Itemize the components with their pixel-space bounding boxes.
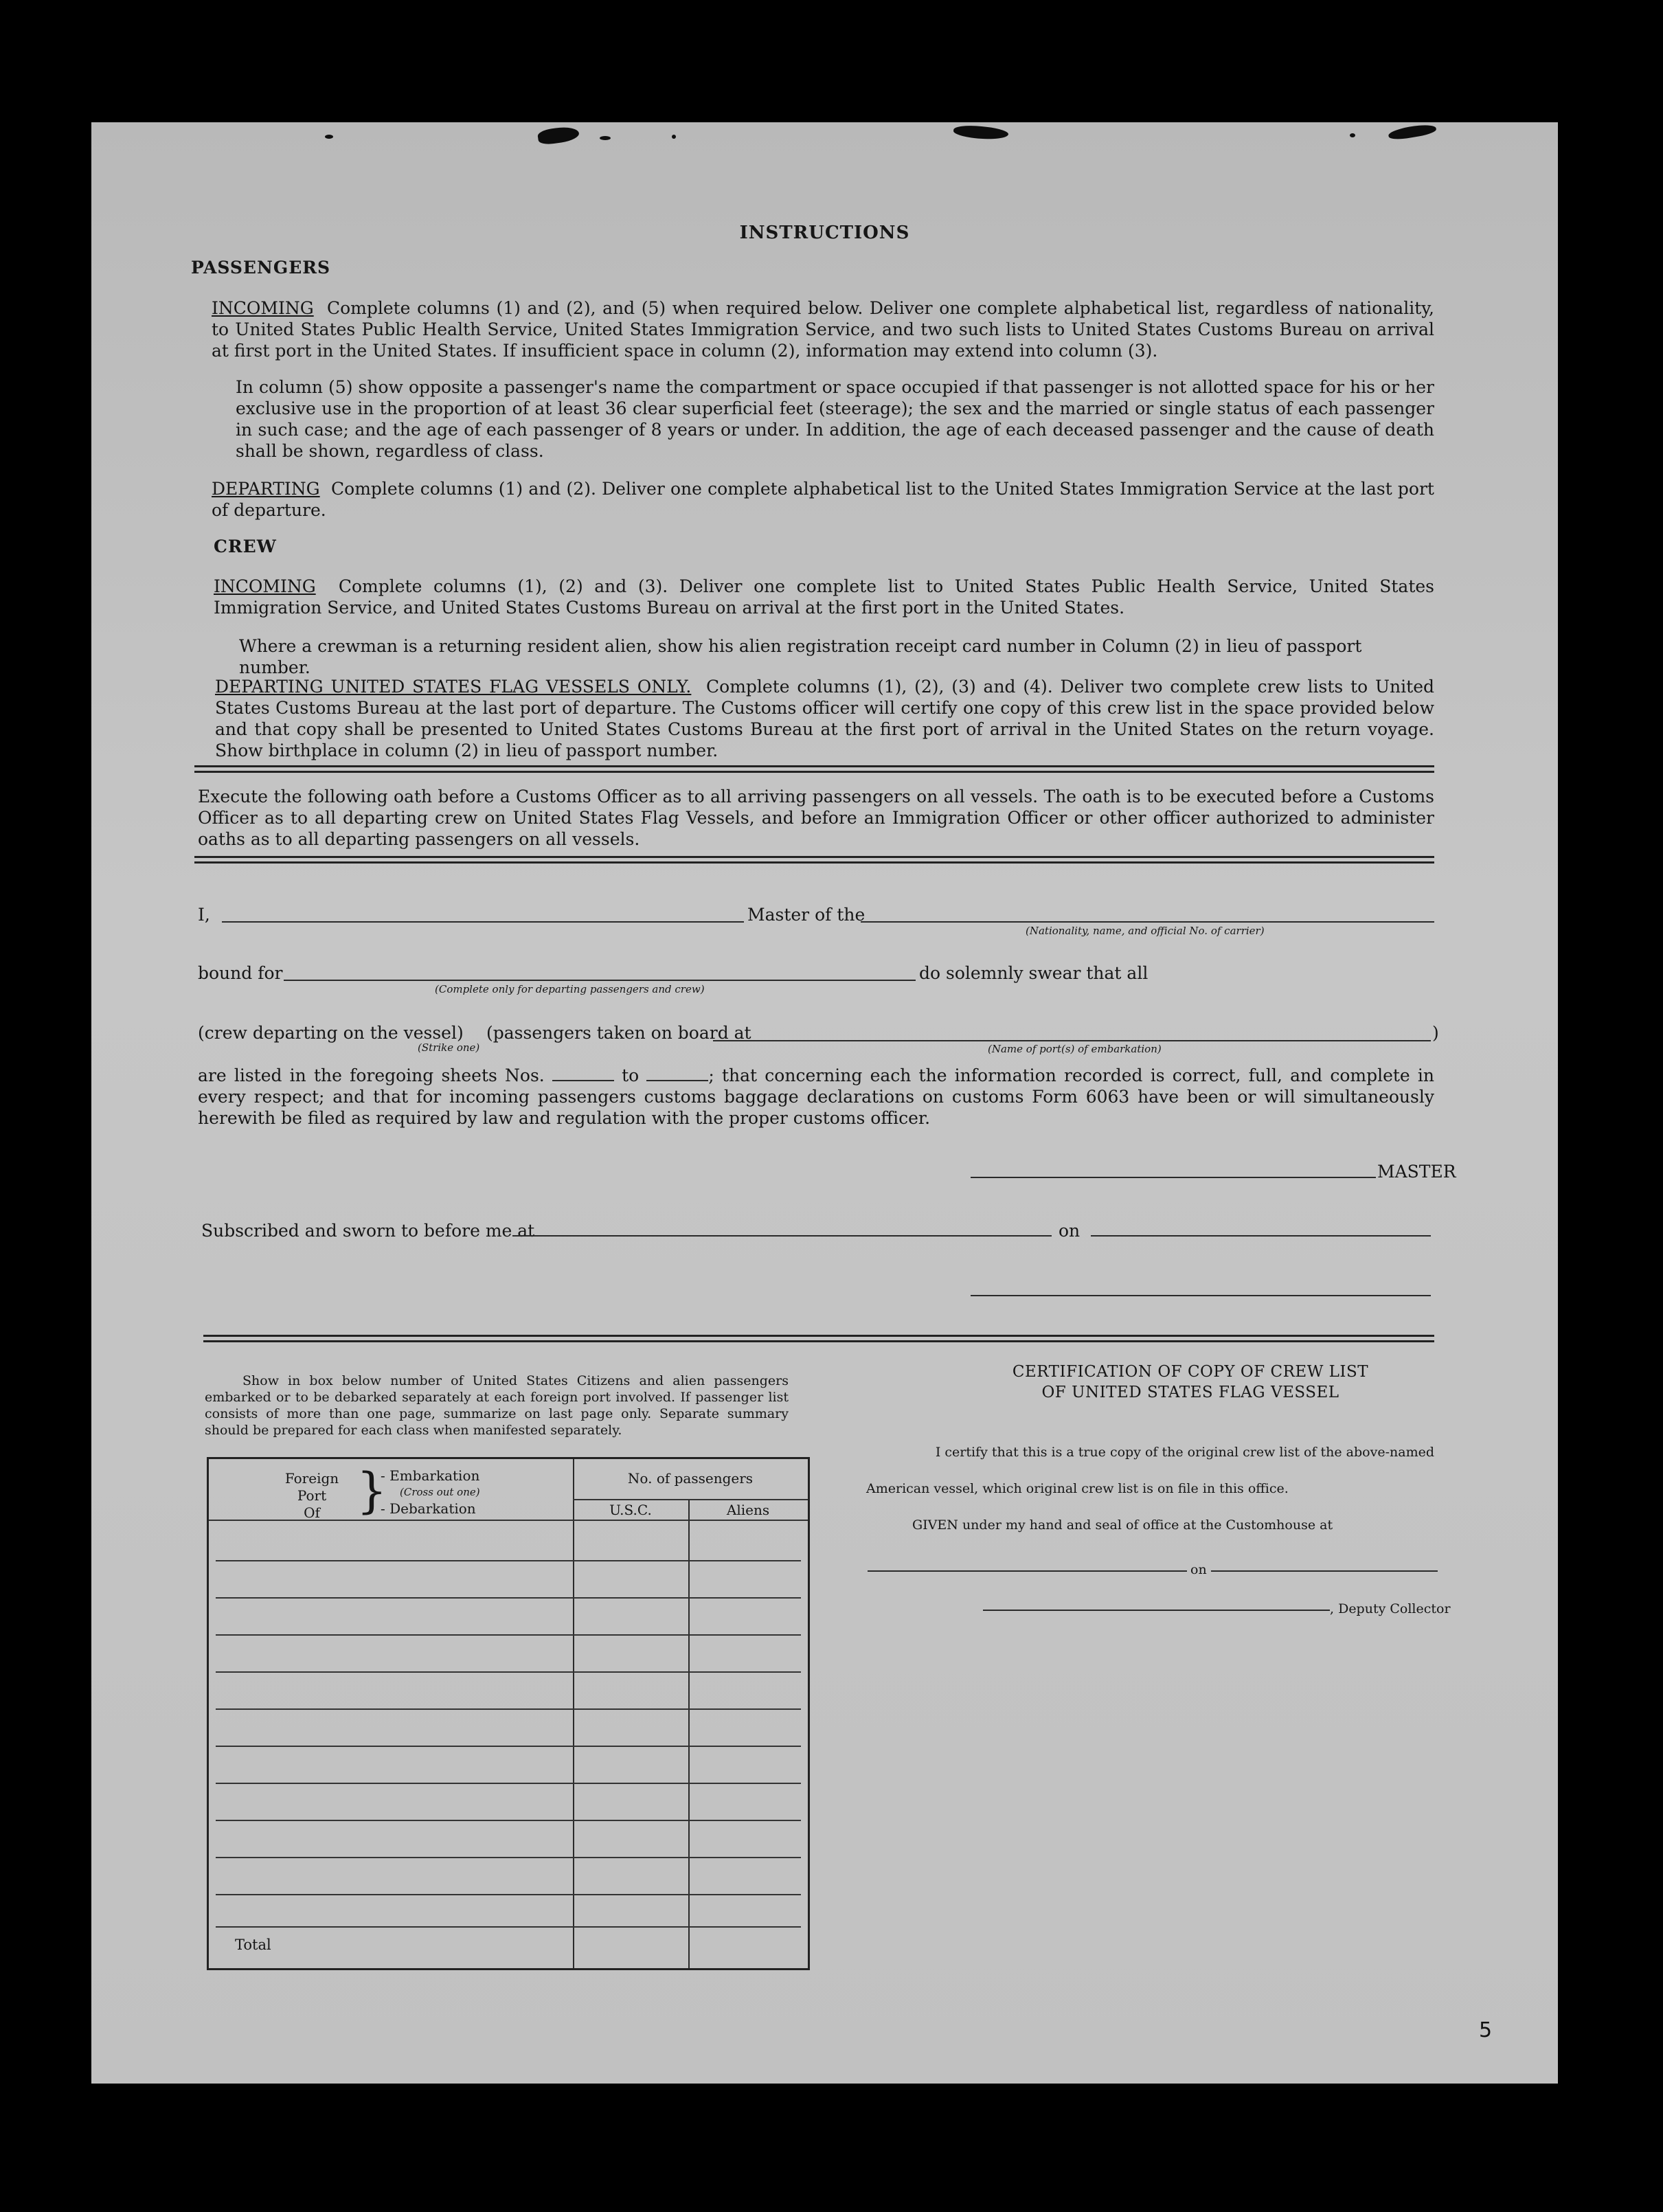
embarkation-label: - Embarkation <box>381 1467 480 1484</box>
scan-mark <box>1388 122 1437 142</box>
sheet-to-field[interactable] <box>646 1068 708 1081</box>
deputy-collector-label: , Deputy Collector <box>1330 1601 1451 1616</box>
cross-out-note: (Cross out one) <box>400 1486 480 1498</box>
crew-heading: CREW <box>214 537 277 556</box>
crew-incoming-label: INCOMING <box>214 576 316 596</box>
table-divider <box>573 1459 574 1968</box>
subscribed-label: Subscribed and sworn to before me at <box>201 1221 535 1241</box>
scan-mark <box>537 125 580 146</box>
oath-to: to <box>622 1065 640 1085</box>
oath-master-of-the: Master of the <box>747 905 866 925</box>
sworn-date-line[interactable] <box>1091 1235 1431 1237</box>
crew-flag-text: Complete columns (1), (2), (3) and (4). Deliver two complete crew lists to United States Customs Bureau at the last port of departure. The Customs officer will certify one copy of this crew list in the space provided below and that copy shall be presented to United States Customs Bureau at the first port of arrival in the United States on the return voyage. Show birthplace in column (2) in lieu of passport number. <box>215 677 1434 760</box>
certification-on: on <box>1190 1562 1207 1577</box>
scan-mark <box>672 135 676 139</box>
foreign-port-header <box>278 1470 346 1522</box>
officer-signature-line[interactable] <box>971 1295 1431 1296</box>
foreign-word: Foreign <box>284 1470 339 1487</box>
crew-incoming-paragraph <box>214 576 1434 618</box>
debarkation-label: - Debarkation <box>381 1500 476 1517</box>
section-divider <box>194 765 1434 773</box>
oath-listed-paragraph <box>198 1065 1434 1129</box>
certification-title-2: OF UNITED STATES FLAG VESSEL <box>1041 1384 1339 1401</box>
master-label: MASTER <box>1377 1162 1456 1182</box>
scan-mark <box>953 124 1008 142</box>
sworn-on: on <box>1059 1221 1081 1241</box>
passengers-column5-paragraph: In column (5) show opposite a passenger's name the compartment or space occupied if that passenger is not allotted space for his or her exclusive use in the proportion of at least 36 clear superficial feet (steerage); the sex and the married or single status of each passenger in such case; and the age of each passenger of 8 years or under. In addition, the age of each deceased passenger and the cause of death shall be shown, regardless of class. <box>236 377 1434 461</box>
close-paren: ) <box>1432 1023 1439 1043</box>
crew-flag-label: DEPARTING UNITED STATES FLAG VESSELS ONLY. <box>215 677 692 697</box>
table-divider <box>688 1499 690 1968</box>
document-page <box>91 122 1558 2084</box>
certification-title-1: CERTIFICATION OF COPY OF CREW LIST <box>1012 1363 1369 1381</box>
crew-flag-paragraph <box>215 676 1434 761</box>
master-signature-line[interactable] <box>971 1177 1376 1178</box>
embarkation-port-line[interactable] <box>713 1040 1431 1041</box>
scan-mark <box>1350 133 1355 137</box>
certification-text-2: American vessel, which original crew list is on file in this office. <box>866 1481 1289 1496</box>
port-note: (Name of port(s) of embarkation) <box>988 1043 1162 1055</box>
summary-instructions: Show in box below number of United States Citizens and alien passengers embarked or to be debarked separately at each foreign port involved. If passenger list consists of more than one page, summarize on last page only. Separate summary should be prepared for each class when manifested separately. <box>205 1373 789 1438</box>
deputy-signature-line[interactable] <box>983 1610 1330 1611</box>
table-row-line <box>216 1708 801 1710</box>
strike-one-note: (Strike one) <box>418 1041 480 1054</box>
table-row-line <box>216 1926 801 1928</box>
oath-listed-a: are listed in the foregoing sheets Nos. <box>198 1065 545 1085</box>
certification-text-1: I certify that this is a true copy of the original crew list of the above-named <box>935 1445 1434 1460</box>
page-title: INSTRUCTIONS <box>739 223 910 243</box>
oath-instructions: Execute the following oath before a Customs Officer as to all arriving passengers on all vessels. The oath is to be executed before a Customs Officer as to all departing crew on United States Flag Vessels, and before an Immigration Officer or other officer authorized to administer oaths as to all departing passengers on all vessels. <box>198 787 1434 849</box>
certification-date-line[interactable] <box>1211 1570 1438 1572</box>
brace-icon: } <box>357 1463 387 1519</box>
table-header-divider <box>573 1499 808 1500</box>
passengers-incoming-label: INCOMING <box>212 298 314 318</box>
total-label: Total <box>235 1937 271 1953</box>
oath-i: I, <box>198 905 210 925</box>
table-row-line <box>216 1560 801 1561</box>
table-row-line <box>216 1857 801 1858</box>
oath-bound-for: bound for <box>198 963 283 983</box>
certification-given: GIVEN under my hand and seal of office at the Customhouse at <box>912 1517 1333 1533</box>
nationality-note: (Nationality, name, and official No. of carrier) <box>1026 925 1265 937</box>
embark-debark-labels <box>381 1467 480 1517</box>
table-row-line <box>216 1746 801 1747</box>
sheet-from-field[interactable] <box>552 1068 614 1081</box>
of-word: Of <box>304 1504 320 1521</box>
crew-incoming-text: Complete columns (1), (2) and (3). Deliver one complete list to United States Public Health Service, United States Immigration Service, and United States Customs Bureau on arrival at the first port in the United States. <box>214 576 1434 618</box>
table-row-line <box>216 1894 801 1895</box>
crew-resident-paragraph: Where a crewman is a returning resident alien, show his alien registration receipt card number in Column (2) in lieu of passport number. <box>239 636 1362 677</box>
scan-mark <box>325 135 333 139</box>
table-row-line <box>216 1820 801 1821</box>
bleed-through <box>808 1398 920 1432</box>
complete-only-note: (Complete only for departing passengers and crew) <box>435 983 705 995</box>
port-word: Port <box>297 1487 327 1504</box>
oath-crew-departing: (crew departing on the vessel) <box>198 1023 464 1043</box>
section-divider <box>194 856 1434 864</box>
section-divider <box>203 1335 1434 1342</box>
passengers-incoming-text: Complete columns (1) and (2), and (5) when required below. Deliver one complete alphabetical list, regardless of nationality, to United States Public Health Service, United States Immigration Service, and two such lists to United States Customs Bureau on arrival at first port in the United States. If insufficient space in column (2), information may extend into column (3). <box>212 298 1434 361</box>
no-of-passengers-header: No. of passengers <box>627 1470 754 1487</box>
oath-swear: do solemnly swear that all <box>919 963 1149 983</box>
passengers-departing-label: DEPARTING <box>212 479 320 499</box>
table-row-line <box>216 1671 801 1673</box>
bound-for-line[interactable] <box>284 980 916 981</box>
table-row-line <box>216 1597 801 1599</box>
master-name-line[interactable] <box>222 921 744 923</box>
sworn-place-line[interactable] <box>512 1235 1052 1237</box>
table-row-line <box>216 1634 801 1636</box>
customhouse-line[interactable] <box>868 1570 1187 1572</box>
passengers-incoming-paragraph <box>212 297 1434 361</box>
oath-listed-b: ; that concerning each the information recorded is correct, full, and complete in every respect; and that for incoming passengers customs baggage declarations on customs Form 6063 have been or will simultaneously herewith be filed as required by law and regulation with the proper customs officer. <box>198 1065 1434 1128</box>
page-mark: 5 <box>1479 2018 1493 2042</box>
scan-mark <box>600 136 611 140</box>
summary-table <box>207 1457 810 1970</box>
table-row-line <box>216 1783 801 1784</box>
carrier-line[interactable] <box>861 921 1434 923</box>
passengers-heading: PASSENGERS <box>191 258 331 278</box>
aliens-header: Aliens <box>726 1502 770 1518</box>
passengers-departing-text: Complete columns (1) and (2). Deliver one complete alphabetical list to the United States Immigration Service at the last port of departure. <box>212 479 1434 520</box>
passengers-departing-paragraph <box>212 478 1434 521</box>
usc-header: U.S.C. <box>609 1502 652 1518</box>
oath-passengers-taken: (passengers taken on board at <box>486 1023 751 1043</box>
